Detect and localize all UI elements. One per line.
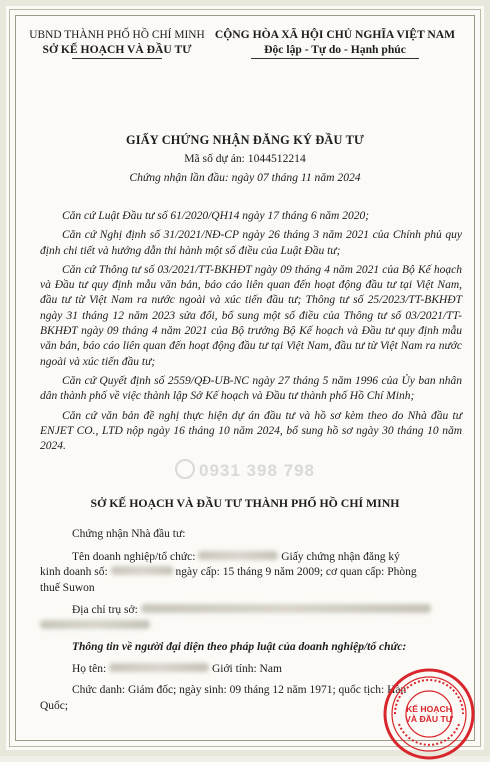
nationality-tail: Quốc; <box>40 699 69 712</box>
project-code: Mã số dự án: 1044512214 <box>184 152 306 165</box>
license-line-2: thuế Suwon <box>40 581 95 594</box>
issuer-department: SỞ KẾ HOẠCH VÀ ĐẦU TƯ <box>42 43 192 56</box>
redacted-address-2 <box>40 620 150 629</box>
license-tail: ngày cấp: 15 tháng 9 năm 2009; cơ quan cấp: Phòng <box>175 566 417 578</box>
national-motto-block <box>200 28 470 59</box>
issuer-authority: UBND THÀNH PHỐ HỒ CHÍ MINH <box>29 29 205 41</box>
legal-bases <box>40 209 462 458</box>
motto-underline <box>251 58 419 59</box>
company-label: Tên doanh nghiệp/tổ chức: <box>72 550 196 563</box>
legal-basis-item: Căn cứ văn bản đề nghị thực hiện dự án đầu tư và hồ sơ kèm theo do Nhà đầu tư ENJET CO., LTD nộp ngày 16 tháng 10 năm 2024, bổ sung hồ sơ ngày 30 tháng 10 năm 2024. <box>40 409 462 453</box>
address-label: Địa chỉ trụ sở: <box>72 604 138 616</box>
license-label: kinh doanh số: <box>40 566 108 578</box>
section-title: SỞ KẾ HOẠCH VÀ ĐẦU TƯ THÀNH PHỐ HỒ CHÍ MINH <box>90 496 400 510</box>
name-label: Họ tên: <box>72 662 107 675</box>
company-line <box>40 550 462 566</box>
representative-role-line: Chức danh: Giám đốc; ngày sinh: 09 tháng 12 năm 1971; quốc tịch: Hàn <box>72 684 407 696</box>
phone-watermark <box>6 459 484 481</box>
country-name: CỘNG HÒA XÃ HỘI CHỦ NGHĨA VIỆT NAM <box>214 28 456 41</box>
redacted-name <box>109 663 209 672</box>
phone-icon <box>175 459 195 479</box>
address-line <box>40 603 462 619</box>
redacted-license <box>111 566 173 575</box>
address-line-2 <box>40 619 462 635</box>
gender: Giới tính: Nam <box>211 662 282 675</box>
legal-basis-item: Căn cứ Nghị định số 31/2021/NĐ-CP ngày 26 tháng 3 năm 2021 của Chính phủ quy định chi tiết và hướng dẫn thi hành một số điều của Luật Đầu tư; <box>40 229 462 257</box>
legal-basis-item: Căn cứ Luật Đầu tư số 61/2020/QH14 ngày 17 tháng 6 năm 2020; <box>62 210 370 222</box>
watermark-text: 0931 398 798 <box>199 461 315 480</box>
company-tail: Giấy chứng nhận đăng ký <box>281 550 400 563</box>
redacted-company <box>198 551 278 560</box>
license-line <box>40 565 462 581</box>
issuer-underline <box>72 58 162 59</box>
legal-basis-item: Căn cứ Quyết định số 2559/QĐ-UB-NC ngày 27 tháng 5 năm 1996 của Ủy ban nhân dân thành phố về việc thành lập Sở Kế hoạch và Đầu tư thành phố Hồ Chí Minh; <box>40 374 462 403</box>
legal-basis-item: Căn cứ Thông tư số 03/2021/TT-BKHĐT ngày 09 tháng 4 năm 2021 của Bộ Kế hoạch và Đầu tư quy định mẫu văn bản, báo cáo liên quan đến hoạt động đầu tư tại Việt Nam, đầu tư từ Việt Nam ra nước ngoài và xúc tiến đầu tư; Thông tư số 25/2023/TT-BKHĐT ngày 31 tháng 12 năm 2023 sửa đổi, bổ sung một số điều của Thông tư số 03/2021/TT-BKHĐT ngày 09 tháng 4 năm 2021 của Bộ trưởng Bộ Kế hoạch và Đầu tư quy định mẫu văn bản, báo cáo liên quan đến hoạt động đầu tư tại Việt Nam, đầu tư từ Việt Nam ra nước ngoài và xúc tiến đầu tư; <box>40 263 462 368</box>
official-red-seal <box>381 666 477 762</box>
national-motto: Độc lập - Tự do - Hạnh phúc <box>264 43 406 56</box>
representative-heading: Thông tin về người đại diện theo pháp luật của doanh nghiệp/tổ chức: <box>72 641 407 653</box>
certify-line: Chứng nhận Nhà đầu tư: <box>72 528 186 540</box>
redacted-address <box>141 604 431 613</box>
seal-text-line-1: KẾ HOẠCH <box>406 704 452 714</box>
first-issue-date: Chứng nhận lần đầu: ngày 07 tháng 11 năm 2024 <box>129 171 361 184</box>
document-header <box>22 28 470 78</box>
seal-text-line-2: VÀ ĐẦU TƯ <box>405 714 453 724</box>
issuer-block <box>22 28 212 59</box>
document-title: GIẤY CHỨNG NHẬN ĐĂNG KÝ ĐẦU TƯ <box>125 133 365 147</box>
